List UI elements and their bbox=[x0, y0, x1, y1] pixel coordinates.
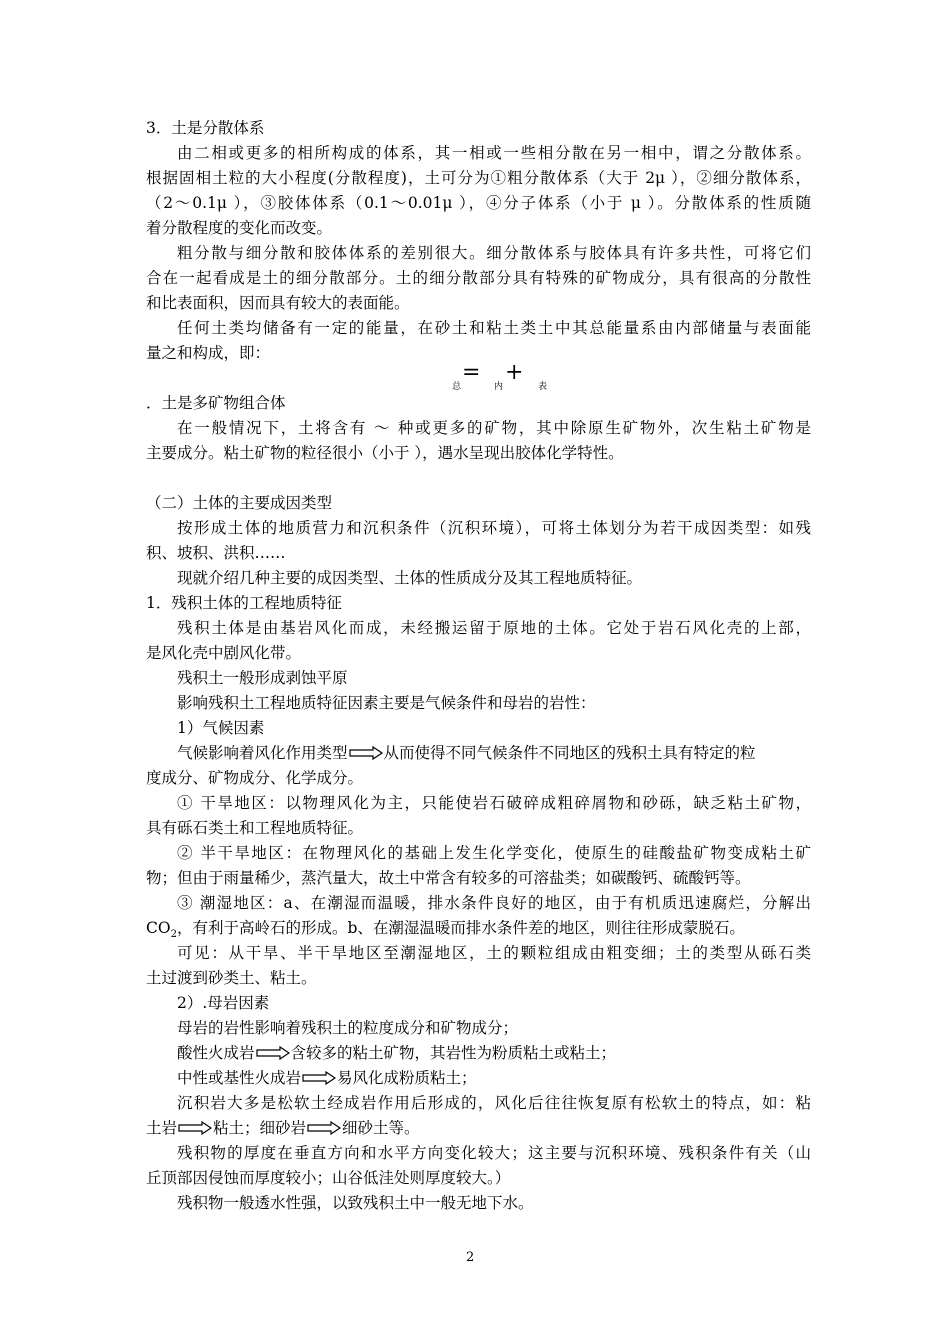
formula-plus: + bbox=[505, 360, 524, 385]
paragraph-line: 由二相或更多的相所构成的体系，其一相或一些相分散在另一相中，谓之分散体系。 bbox=[177, 144, 811, 162]
paragraph-line: 在一般情况下，土将含有 ～ 种或更多的矿物，其中除原生矿物外，次生粘土矿物是 bbox=[177, 419, 811, 437]
inline-text: 含较多的粘土矿物，其岩性为粉质粘土或粘土； bbox=[290, 1044, 617, 1062]
paragraph-line-clay-rock bbox=[146, 1118, 811, 1138]
paragraph-line: 量之和构成，即： bbox=[146, 344, 271, 362]
paragraph-line-co2 bbox=[146, 918, 811, 945]
inline-text: 中性或基性火成岩 bbox=[177, 1069, 302, 1087]
paragraph-line: ③ 潮湿地区：a、在潮湿而温暖，排水条件良好的地区，由于有机质迅速腐烂，分解出 bbox=[177, 894, 811, 912]
paragraph-line: 主要成分。粘土矿物的粒径很小（小于 ），遇水呈现出胶体化学特性。 bbox=[146, 444, 624, 462]
paragraph-line: 残积物一般透水性强，以致残积土中一般无地下水。 bbox=[177, 1194, 534, 1212]
double-arrow-icon bbox=[256, 1046, 290, 1060]
paragraph-line: （2～0.1μ ），③胶体体系（0.1～0.01μ ），④分子体系（小于 μ ）。分散体系的性质随 bbox=[146, 194, 811, 212]
paragraph-line: 具有砾石类土和工程地质特征。 bbox=[146, 819, 364, 837]
heading-dispersion-system: 3．土是分散体系 bbox=[146, 119, 265, 137]
paragraph-line: 残积土一般形成剥蚀平原 bbox=[177, 669, 348, 687]
double-arrow-icon bbox=[178, 1121, 212, 1135]
paragraph-line: 母岩的岩性影响着残积土的粒度成分和矿物成分； bbox=[177, 1019, 519, 1037]
paragraph-line: ① 干旱地区：以物理风化为主，只能使岩石破碎成粗碎屑物和砂砾，缺乏粘土矿物， bbox=[177, 794, 811, 812]
co2-subscript: 2 bbox=[170, 929, 177, 941]
heading-multimineral: ．土是多矿物组合体 bbox=[146, 394, 286, 412]
heading-residual-soil: 1．残积土体的工程地质特征 bbox=[146, 594, 342, 612]
double-arrow-icon bbox=[302, 1071, 336, 1085]
formula-sub-total: 总 bbox=[452, 382, 462, 392]
paragraph-line: 可见：从干旱、半干旱地区至潮湿地区，土的颗粒组成由粗变细；土的类型从砾石类 bbox=[177, 944, 811, 962]
paragraph-line: 影响残积土工程地质特征因素主要是气候条件和母岩的岩性： bbox=[177, 694, 596, 712]
inline-text: 从而使得不同气候条件不同地区的残积土具有特定的粒 bbox=[383, 744, 756, 762]
paragraph-line: 着分散程度的变化而改变。 bbox=[146, 219, 333, 237]
paragraph-line: 物；但由于雨量稀少，蒸汽量大，故土中常含有较多的可溶盐类；如碳酸钙、硫酸钙等。 bbox=[146, 869, 751, 887]
section-heading-genesis-types: （二）土体的主要成因类型 bbox=[146, 494, 333, 512]
paragraph-line: 丘顶部因侵蚀而厚度较小；山谷低洼处则厚度较大。） bbox=[146, 1169, 511, 1187]
paragraph-line: 沉积岩大多是松软土经成岩作用后形成的，风化后往往恢复原有松软土的特点，如：粘 bbox=[177, 1094, 811, 1112]
double-arrow-icon bbox=[307, 1121, 341, 1135]
paragraph-line: 积、坡积、洪积…… bbox=[146, 544, 286, 562]
subheading-parent-rock: 2）.母岩因素 bbox=[177, 994, 270, 1012]
paragraph-line: 度成分、矿物成分、化学成分。 bbox=[146, 769, 364, 787]
paragraph-line: 粗分散与细分散和胶体体系的差别很大。细分散体系与胶体具有许多共性，可将它们 bbox=[177, 244, 811, 262]
paragraph-line: ② 半干旱地区：在物理风化的基础上发生化学变化，使原生的硅酸盐矿物变成粘土矿 bbox=[177, 844, 811, 862]
formula-equals: = bbox=[462, 360, 481, 385]
inline-text: 易风化成粉质粘土； bbox=[337, 1069, 477, 1087]
paragraph-line: 土过渡到砂类土、粘土。 bbox=[146, 969, 317, 987]
formula-sub-surface: 表 bbox=[538, 382, 548, 392]
paragraph-line: 现就介绍几种主要的成因类型、土体的性质成分及其工程地质特征。 bbox=[177, 569, 643, 587]
paragraph-line: 残积物的厚度在垂直方向和水平方向变化较大；这主要与沉积环境、残积条件有关（山 bbox=[177, 1144, 811, 1162]
paragraph-line-neutral-rock bbox=[177, 1068, 811, 1088]
formula-sub-inner: 内 bbox=[494, 382, 504, 392]
page-number: 2 bbox=[466, 1250, 475, 1265]
paragraph-line-acid-rock bbox=[177, 1043, 811, 1063]
paragraph-line-climate bbox=[177, 743, 811, 763]
paragraph-line: 按形成土体的地质营力和沉积条件（沉积环境），可将土体划分为若干成因类型：如残 bbox=[177, 519, 811, 537]
co2-text: CO bbox=[146, 919, 171, 937]
paragraph-line: 合在一起看成是土的细分散部分。土的细分散部分具有特殊的矿物成分，具有很高的分散性 bbox=[146, 269, 811, 287]
paragraph-line: 是风化壳中剧风化带。 bbox=[146, 644, 302, 662]
paragraph-line: 和比表面积，因而具有较大的表面能。 bbox=[146, 294, 410, 312]
double-arrow-icon bbox=[349, 746, 383, 760]
inline-text: 气候影响着风化作用类型 bbox=[177, 744, 348, 762]
inline-text: 土岩 bbox=[146, 1119, 178, 1137]
inline-text: 酸性火成岩 bbox=[177, 1044, 255, 1062]
co2-formula bbox=[146, 919, 177, 941]
paragraph-line: 任何土类均储备有一定的能量，在砂土和粘土类土中其总能量系由内部储量与表面能 bbox=[177, 319, 811, 337]
inline-text: ，有利于高岭石的形成。b、在潮湿温暖而排水条件差的地区，则往往形成蒙脱石。 bbox=[176, 919, 745, 937]
paragraph-line: 根据固相土粒的大小程度(分散程度)，土可分为①粗分散体系（大于 2μ ），②细分散体系， bbox=[146, 169, 811, 187]
inline-text: 细砂土等。 bbox=[342, 1119, 420, 1137]
subheading-climate: 1）气候因素 bbox=[177, 719, 265, 737]
paragraph-line: 残积土体是由基岩风化而成，未经搬运留于原地的土体。它处于岩石风化壳的上部， bbox=[177, 619, 811, 637]
inline-text: 粘土；细砂岩 bbox=[213, 1119, 307, 1137]
